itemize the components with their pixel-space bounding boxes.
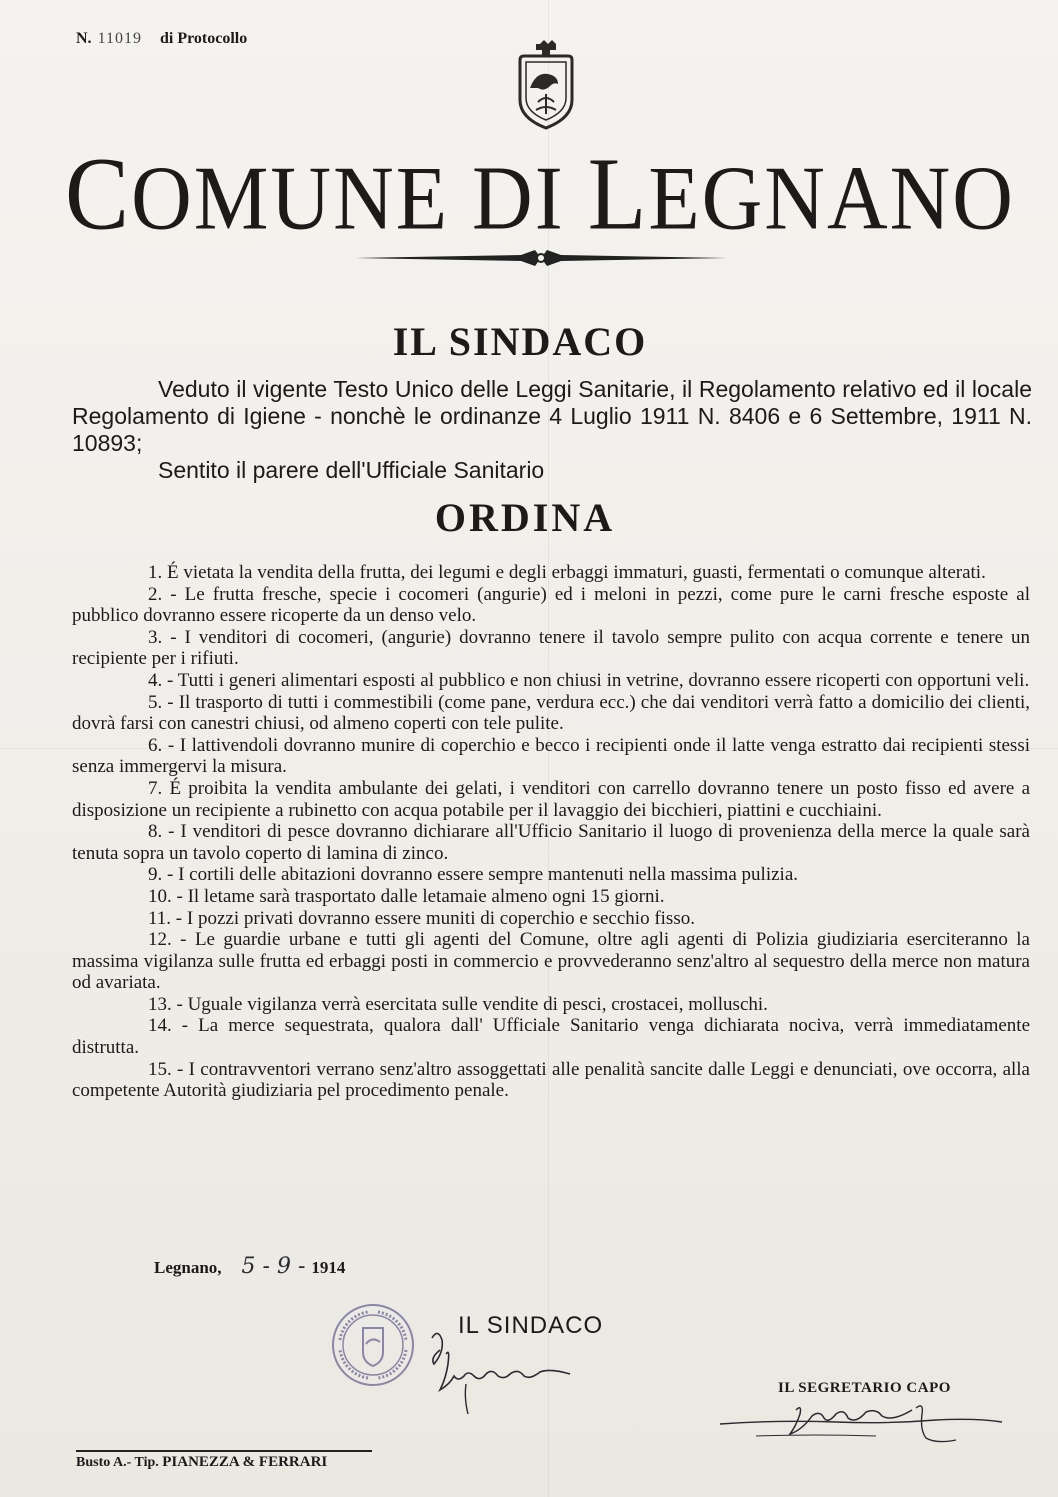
order-item: 8. - I venditori di pesce dovranno dichiarare all'Ufficio Sanitario il luogo di provenienza della merce la quale sarà tenuta sopra un tavolo coperto di lamina di zinco. [72,821,1030,864]
order-list [72,562,1030,1102]
order-item: 13. - Uguale vigilanza verrà esercitata sulle vendite di pesci, crostacei, molluschi. [148,993,768,1015]
mayor-label: IL SINDACO [458,1312,604,1339]
order-item: 15. - I contravventori verrano senz'altro assoggettati alle penalità sancite dalle Leggi e denunciati, ove occorra, alla competente Autorità giudiziaria pel procedimento penale. [72,1058,1030,1102]
title-initial-l: L [587,135,649,252]
order-item: 14. - La merce sequestrata, qualora dall' Ufficiale Sanitario venga dichiarata nociva, verrà immediatamente distrutta. [72,1015,1030,1059]
printer-credit [76,1450,372,1471]
secretary-label: IL SEGRETARIO CAPO [778,1380,951,1396]
order-item: 3. - I venditori di cocomeri, (angurie) dovranno tenere il tavolo sempre pulito con acqua corrente e tenere un recipiente per i rifiuti. [72,626,1030,670]
title-part-2: EGNANO [648,148,1015,250]
preamble-paragraph: Veduto il vigente Testo Unico delle Leggi Sanitarie, il Regolamento relativo ed il locale Regolamento di Igiene - nonchè le ordinanze 4 Luglio 1911 N. 8406 e 6 Settembre, 1911 N. 10893; [72,376,1032,456]
order-item: 7. É proibita la vendita ambulante dei gelati, i venditori con carrello dovranno tenere un posto fisso ed avere a disposizione un recipiente a rubinetto con acqua potabile per il lavaggio dei bicchieri, piattini e cucchiaini. [72,777,1030,821]
date-place: Legnano, [154,1258,222,1277]
printer-prefix: Busto A.- Tip. [76,1455,159,1470]
authority-heading: IL SINDACO [392,319,648,364]
printer-name: PIANEZZA & FERRARI [162,1454,328,1470]
protocol-value: 11019 [97,30,142,47]
preamble [72,376,1032,484]
order-item: 9. - I cortili delle abitazioni dovranno essere sempre mantenuti nella massima pulizia. [148,864,799,886]
title-part-1: OMUNE DI [131,148,588,250]
date-year: 1914 [311,1258,346,1277]
coat-of-arms-icon [514,38,578,130]
order-item: 2. - Le frutta fresche, specie i cocomeri (angurie) ed i meloni in pezzi, come pure le carni fresche esposte al pubblico dovranno essere ricoperte da un denso velo. [72,583,1030,627]
poster-title [60,135,1020,252]
protocol-suffix: di Protocollo [159,30,248,47]
order-item: 10. - Il letame sarà trasportato dalle letamaie almeno ogni 15 giorni. [148,885,665,907]
order-item: 12. - Le guardie urbane e tutti gli agenti del Comune, oltre agli agenti di Polizia giudiziaria eserciteranno la massima vigilanza sulle frutta ed erbaggi posti in commercio e provvederanno senz'altro al sequestro della merce non matura od avariata. [72,929,1030,994]
order-item: 5. - Il trasporto di tutti i commestibili (come pane, verdura ecc.) che dai venditori verrà fatto a domicilio dei clienti, dovrà farsi con canestri chiusi, od almeno coperti con tele pulite. [72,691,1030,735]
mayor-signature-icon [420,1318,590,1418]
secretary-signature-icon [716,1400,1006,1450]
order-item: 11. - I pozzi privati dovranno essere muniti di coperchio e secchio fisso. [148,907,695,929]
order-item: 6. - I lattivendoli dovranno munire di coperchio e becco i recipienti onde il latte venga estratto dai recipienti stessi senza immergervi la misura. [72,734,1030,778]
order-item: 1. É vietata la vendita della frutta, dei legumi e degli erbaggi immaturi, guasti, fermentati o comunque alterati. [148,562,986,583]
order-heading: ORDINA [434,495,616,540]
title-initial-c: C [65,135,132,252]
municipal-stamp-icon [328,1300,418,1390]
protocol-number [76,30,247,48]
handwritten-date: 5 - 9 - [241,1254,306,1279]
ornamental-rule [355,248,727,268]
order-item: 4. - Tutti i generi alimentari esposti al pubblico e non chiusi in vetrine, dovranno essere ricoperti con opportuni veli. [148,669,1030,691]
date-line [154,1254,345,1279]
preamble-paragraph: Sentito il parere dell'Ufficiale Sanitario [158,457,545,483]
protocol-prefix: N. [76,30,92,47]
